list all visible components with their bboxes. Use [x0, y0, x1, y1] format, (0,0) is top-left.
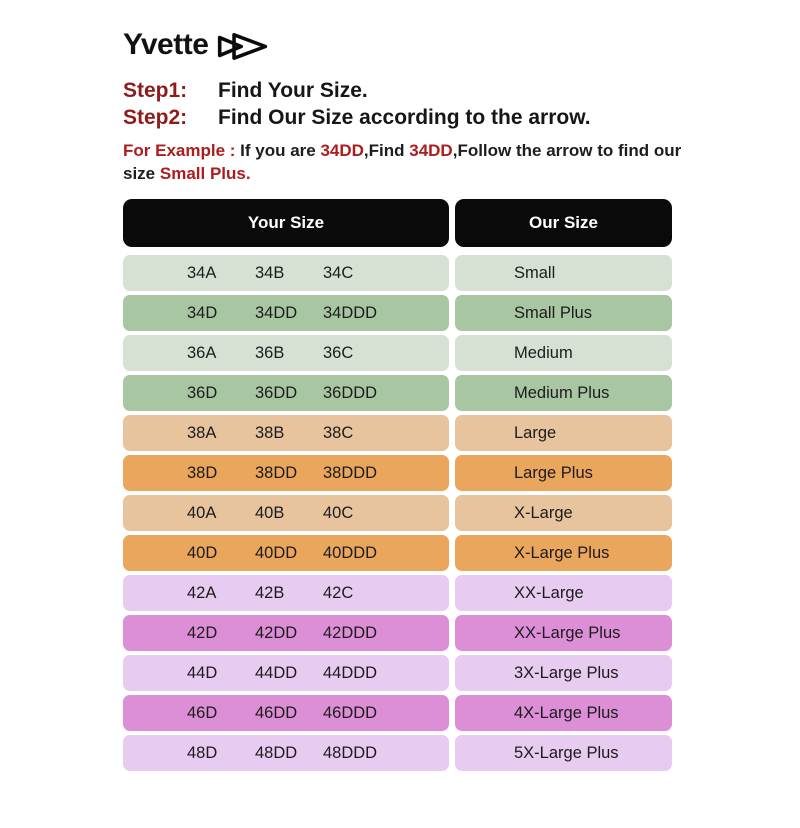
our-size-cell — [455, 575, 672, 611]
example-segment: If you are — [240, 141, 321, 160]
table-row — [123, 655, 672, 691]
size-value: 40A — [187, 503, 217, 522]
size-chart-page — [123, 28, 682, 771]
size-value: 34C — [323, 263, 354, 282]
our-size-value: XX-Large — [514, 583, 584, 602]
size-value: 40DD — [255, 543, 298, 562]
size-value: 34D — [187, 303, 218, 322]
our-size-value: XX-Large Plus — [514, 623, 621, 642]
size-value: 42D — [187, 623, 218, 642]
size-value: 34DD — [255, 303, 298, 322]
size-value: 44D — [187, 663, 218, 682]
table-row — [123, 255, 672, 291]
your-size-cell — [123, 575, 449, 611]
your-size-cell — [123, 375, 449, 411]
size-value: 42C — [323, 583, 354, 602]
size-table — [123, 199, 672, 771]
size-value: 48DD — [255, 743, 298, 762]
size-value: 38B — [255, 423, 285, 442]
size-value: 42A — [187, 583, 217, 602]
size-value: 46D — [187, 703, 218, 722]
example-segment: For Example : — [123, 141, 241, 160]
size-value: 42DDD — [323, 623, 378, 642]
steps-section — [123, 77, 672, 131]
our-size-value: 3X-Large Plus — [514, 663, 619, 682]
our-size-value: 4X-Large Plus — [514, 703, 619, 722]
table-row — [123, 455, 672, 491]
our-size-header — [455, 199, 672, 247]
your-size-cell — [123, 255, 449, 291]
brand-logo — [123, 28, 672, 62]
our-size-cell — [455, 335, 672, 371]
table-row — [123, 735, 672, 771]
table-row — [123, 295, 672, 331]
step-2 — [123, 104, 672, 131]
size-value: 38DDD — [323, 463, 378, 482]
your-size-header — [123, 199, 449, 247]
size-value: 36DD — [255, 383, 298, 402]
example-segment: 34DD — [409, 141, 453, 160]
our-size-cell — [455, 735, 672, 771]
table-row — [123, 615, 672, 651]
size-value: 46DD — [255, 703, 298, 722]
our-size-value: Small — [514, 263, 556, 282]
step-2-label: Step2: — [123, 106, 188, 129]
size-value: 40B — [255, 503, 285, 522]
size-value: 36D — [187, 383, 218, 402]
your-size-cell — [123, 655, 449, 691]
size-value: 44DDD — [323, 663, 378, 682]
size-value: 36DDD — [323, 383, 378, 402]
example-segment: 34DD — [320, 141, 364, 160]
size-value: 38A — [187, 423, 217, 442]
your-size-cell — [123, 535, 449, 571]
size-value: 46DDD — [323, 703, 378, 722]
size-value: 40C — [323, 503, 354, 522]
table-row — [123, 535, 672, 571]
our-size-cell — [455, 535, 672, 571]
your-size-cell — [123, 495, 449, 531]
our-size-cell — [455, 495, 672, 531]
table-row — [123, 575, 672, 611]
example-note — [123, 139, 683, 185]
size-value: 34A — [187, 263, 217, 282]
size-value: 48D — [187, 743, 218, 762]
our-size-cell — [455, 655, 672, 691]
our-size-value: Medium Plus — [514, 383, 610, 402]
our-size-cell — [455, 375, 672, 411]
size-value: 42B — [255, 583, 285, 602]
our-size-value: Small Plus — [514, 303, 592, 322]
your-size-cell — [123, 415, 449, 451]
table-row — [123, 335, 672, 371]
example-segment: Small Plus. — [159, 164, 251, 183]
table-row — [123, 415, 672, 451]
example-segment: ,Find — [363, 141, 410, 160]
brand-name: Yvette — [123, 28, 209, 61]
step-2-text: Find Our Size according to the arrow. — [218, 106, 591, 129]
table-header — [123, 199, 672, 247]
size-value: 34B — [255, 263, 285, 282]
table-row — [123, 495, 672, 531]
your-size-header-label: Your Size — [247, 213, 325, 232]
our-size-cell — [455, 255, 672, 291]
size-value: 48DDD — [323, 743, 378, 762]
size-value: 36C — [323, 343, 354, 362]
our-size-value: X-Large Plus — [514, 543, 610, 562]
size-value: 40DDD — [323, 543, 378, 562]
table-row — [123, 695, 672, 731]
size-value: 36B — [255, 343, 285, 362]
step-1 — [123, 77, 672, 104]
our-size-cell — [455, 695, 672, 731]
step-1-text: Find Your Size. — [218, 79, 368, 102]
our-size-value: X-Large — [514, 503, 573, 522]
our-size-cell — [455, 455, 672, 491]
size-value: 42DD — [255, 623, 298, 642]
our-size-value: Large Plus — [514, 463, 593, 482]
our-size-value: 5X-Large Plus — [514, 743, 619, 762]
step-1-label: Step1: — [123, 79, 188, 102]
our-size-value: Medium — [514, 343, 573, 362]
size-value: 38C — [323, 423, 354, 442]
your-size-cell — [123, 695, 449, 731]
our-size-value: Large — [514, 423, 557, 442]
your-size-cell — [123, 335, 449, 371]
your-size-cell — [123, 615, 449, 651]
our-size-header-label: Our Size — [529, 213, 598, 232]
example-segment: ,Follow the arrow to find our size — [123, 141, 682, 183]
size-value: 40D — [187, 543, 218, 562]
size-value: 38D — [187, 463, 218, 482]
your-size-cell — [123, 455, 449, 491]
size-value: 36A — [187, 343, 217, 362]
size-value: 34DDD — [323, 303, 378, 322]
our-size-cell — [455, 615, 672, 651]
our-size-cell — [455, 295, 672, 331]
table-row — [123, 375, 672, 411]
your-size-cell — [123, 295, 449, 331]
our-size-cell — [455, 415, 672, 451]
size-value: 44DD — [255, 663, 298, 682]
your-size-cell — [123, 735, 449, 771]
double-arrow-icon — [217, 31, 269, 62]
size-value: 38DD — [255, 463, 298, 482]
